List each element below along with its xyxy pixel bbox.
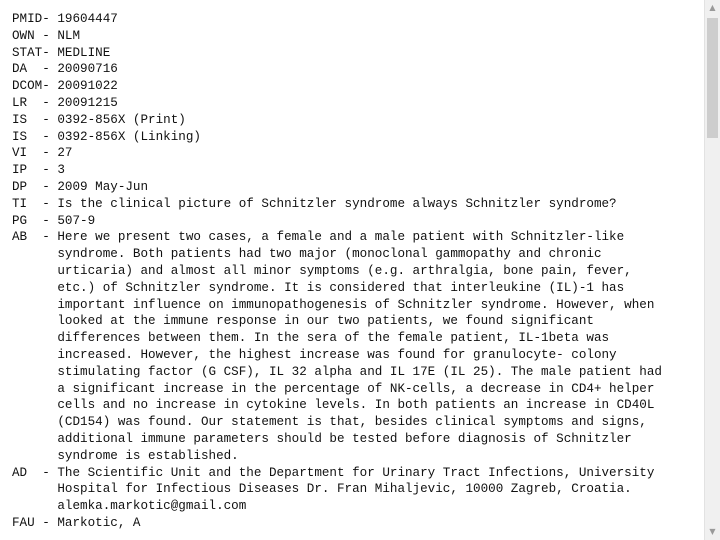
field-tag: IP xyxy=(12,163,43,178)
field-tag: FAU xyxy=(12,515,43,530)
record-field-line xyxy=(12,28,662,45)
continuation-indent xyxy=(12,382,57,396)
continuation-indent xyxy=(12,281,57,295)
field-value: The Scientific Unit and the Department for Urinary Tract Infections, University xyxy=(57,465,655,480)
record-field-line xyxy=(12,297,662,314)
field-value: (CD154) was found. Our statement is that, besides clinical symptoms and signs, xyxy=(57,415,647,430)
field-value: looked at the immune response in our two patients, we found significant xyxy=(57,314,594,329)
field-tag: TI xyxy=(12,196,43,211)
record-field-line xyxy=(12,347,662,364)
field-separator: - xyxy=(42,465,58,480)
field-value: 3 xyxy=(57,163,65,178)
continuation-indent xyxy=(12,331,57,345)
record-field-line xyxy=(12,61,662,78)
field-value: Hospital for Infectious Diseases Dr. Fran Mihaljevic, 10000 Zagreb, Croatia. xyxy=(57,482,632,497)
field-separator: - xyxy=(42,146,58,161)
record-field-line xyxy=(12,280,662,297)
record-field-line xyxy=(12,414,662,431)
field-value: 20091022 xyxy=(57,79,118,94)
record-field-line xyxy=(12,397,662,414)
continuation-indent xyxy=(12,482,57,496)
field-separator: - xyxy=(42,28,58,43)
field-value: 20090716 xyxy=(57,62,118,77)
field-value: additional immune parameters should be tested before diagnosis of Schnitzler xyxy=(57,431,632,446)
field-value: Is the clinical picture of Schnitzler syndrome always Schnitzler syndrome? xyxy=(57,196,617,211)
record-field-line xyxy=(12,145,662,162)
field-value: 2009 May-Jun xyxy=(57,179,149,194)
field-value: important influence on immunopathogenesis of Schnitzler syndrome. However, when xyxy=(57,297,655,312)
record-field-line xyxy=(12,196,662,213)
field-separator: - xyxy=(42,45,58,60)
medline-record xyxy=(12,11,662,532)
field-tag: AD xyxy=(12,465,43,480)
field-tag: IS xyxy=(12,112,43,127)
record-field-line xyxy=(12,112,662,129)
field-separator: - xyxy=(42,112,58,127)
record-field-line xyxy=(12,229,662,246)
record-field-line xyxy=(12,45,662,62)
field-tag: PG xyxy=(12,213,43,228)
field-value: 0392-856X (Print) xyxy=(57,112,186,127)
scroll-up-arrow-icon[interactable]: ▲ xyxy=(705,0,720,16)
field-value: 507-9 xyxy=(57,213,96,228)
field-value: 27 xyxy=(57,146,73,161)
continuation-indent xyxy=(12,247,57,261)
continuation-indent xyxy=(12,449,57,463)
field-value: stimulating factor (G CSF), IL 32 alpha and IL 17E (IL 25). The male patient had xyxy=(57,364,662,379)
continuation-indent xyxy=(12,348,57,362)
field-value: 19604447 xyxy=(57,12,118,26)
record-field-line xyxy=(12,381,662,398)
vertical-scrollbar[interactable] xyxy=(704,0,720,540)
record-field-line xyxy=(12,498,662,515)
field-value: differences between them. In the sera of the female patient, IL-1beta was xyxy=(57,331,610,346)
continuation-indent xyxy=(12,298,57,312)
field-tag: DCOM xyxy=(12,79,43,94)
field-separator: - xyxy=(42,79,58,94)
continuation-indent xyxy=(12,432,57,446)
field-value: syndrome. Both patients had two major (monoclonal gammopathy and chronic xyxy=(57,247,602,262)
field-tag: VI xyxy=(12,146,43,161)
record-field-line xyxy=(12,78,662,95)
field-value: a significant increase in the percentage of NK-cells, a decrease in CD4+ helper xyxy=(57,381,655,396)
record-field-line xyxy=(12,179,662,196)
record-field-line xyxy=(12,515,662,532)
field-tag: PMID xyxy=(12,12,43,26)
record-field-line xyxy=(12,213,662,230)
record-field-line xyxy=(12,465,662,482)
record-field-line xyxy=(12,263,662,280)
record-field-line xyxy=(12,246,662,263)
continuation-indent xyxy=(12,314,57,328)
field-value: alemka.markotic@gmail.com xyxy=(57,499,247,514)
field-value: cells and no increase in cytokine levels. In both patients an increase in CD40L xyxy=(57,398,655,413)
scrollbar-thumb[interactable] xyxy=(707,18,718,138)
record-field-line xyxy=(12,95,662,112)
field-tag: LR xyxy=(12,95,43,110)
field-value: 20091215 xyxy=(57,95,118,110)
continuation-indent xyxy=(12,365,57,379)
record-field-line xyxy=(12,364,662,381)
field-separator: - xyxy=(42,230,58,245)
record-field-line xyxy=(12,330,662,347)
field-separator: - xyxy=(42,213,58,228)
continuation-indent xyxy=(12,264,57,278)
field-tag: AB xyxy=(12,230,43,245)
record-field-line xyxy=(12,129,662,146)
continuation-indent xyxy=(12,499,57,513)
field-value: increased. However, the highest increase was found for granulocyte- colony xyxy=(57,347,617,362)
continuation-indent xyxy=(12,398,57,412)
field-separator: - xyxy=(42,515,58,530)
field-separator: - xyxy=(42,12,58,26)
record-field-line xyxy=(12,313,662,330)
field-value: Markotic, A xyxy=(57,515,141,530)
field-tag: OWN xyxy=(12,28,43,43)
field-separator: - xyxy=(42,179,58,194)
field-tag: STAT xyxy=(12,45,43,60)
field-value: MEDLINE xyxy=(57,45,111,60)
field-tag: DP xyxy=(12,179,43,194)
field-tag: DA xyxy=(12,62,43,77)
field-separator: - xyxy=(42,95,58,110)
field-separator: - xyxy=(42,163,58,178)
field-value: NLM xyxy=(57,28,81,43)
field-separator: - xyxy=(42,196,58,211)
field-tag: IS xyxy=(12,129,43,144)
record-field-line xyxy=(12,448,662,465)
continuation-indent xyxy=(12,415,57,429)
record-field-line xyxy=(12,162,662,179)
field-separator: - xyxy=(42,62,58,77)
field-value: etc.) of Schnitzler syndrome. It is considered that interleukine (IL)-1 has xyxy=(57,280,625,295)
field-separator: - xyxy=(42,129,58,144)
field-value: syndrome is established. xyxy=(57,448,239,463)
field-value: Here we present two cases, a female and a male patient with Schnitzler-like xyxy=(57,230,625,245)
field-value: urticaria) and almost all minor symptoms (e.g. arthralgia, bone pain, fever, xyxy=(57,263,632,278)
record-field-line xyxy=(12,481,662,498)
scroll-down-arrow-icon[interactable]: ▼ xyxy=(705,524,720,540)
record-field-line xyxy=(12,11,662,28)
field-value: 0392-856X (Linking) xyxy=(57,129,201,144)
record-field-line xyxy=(12,431,662,448)
